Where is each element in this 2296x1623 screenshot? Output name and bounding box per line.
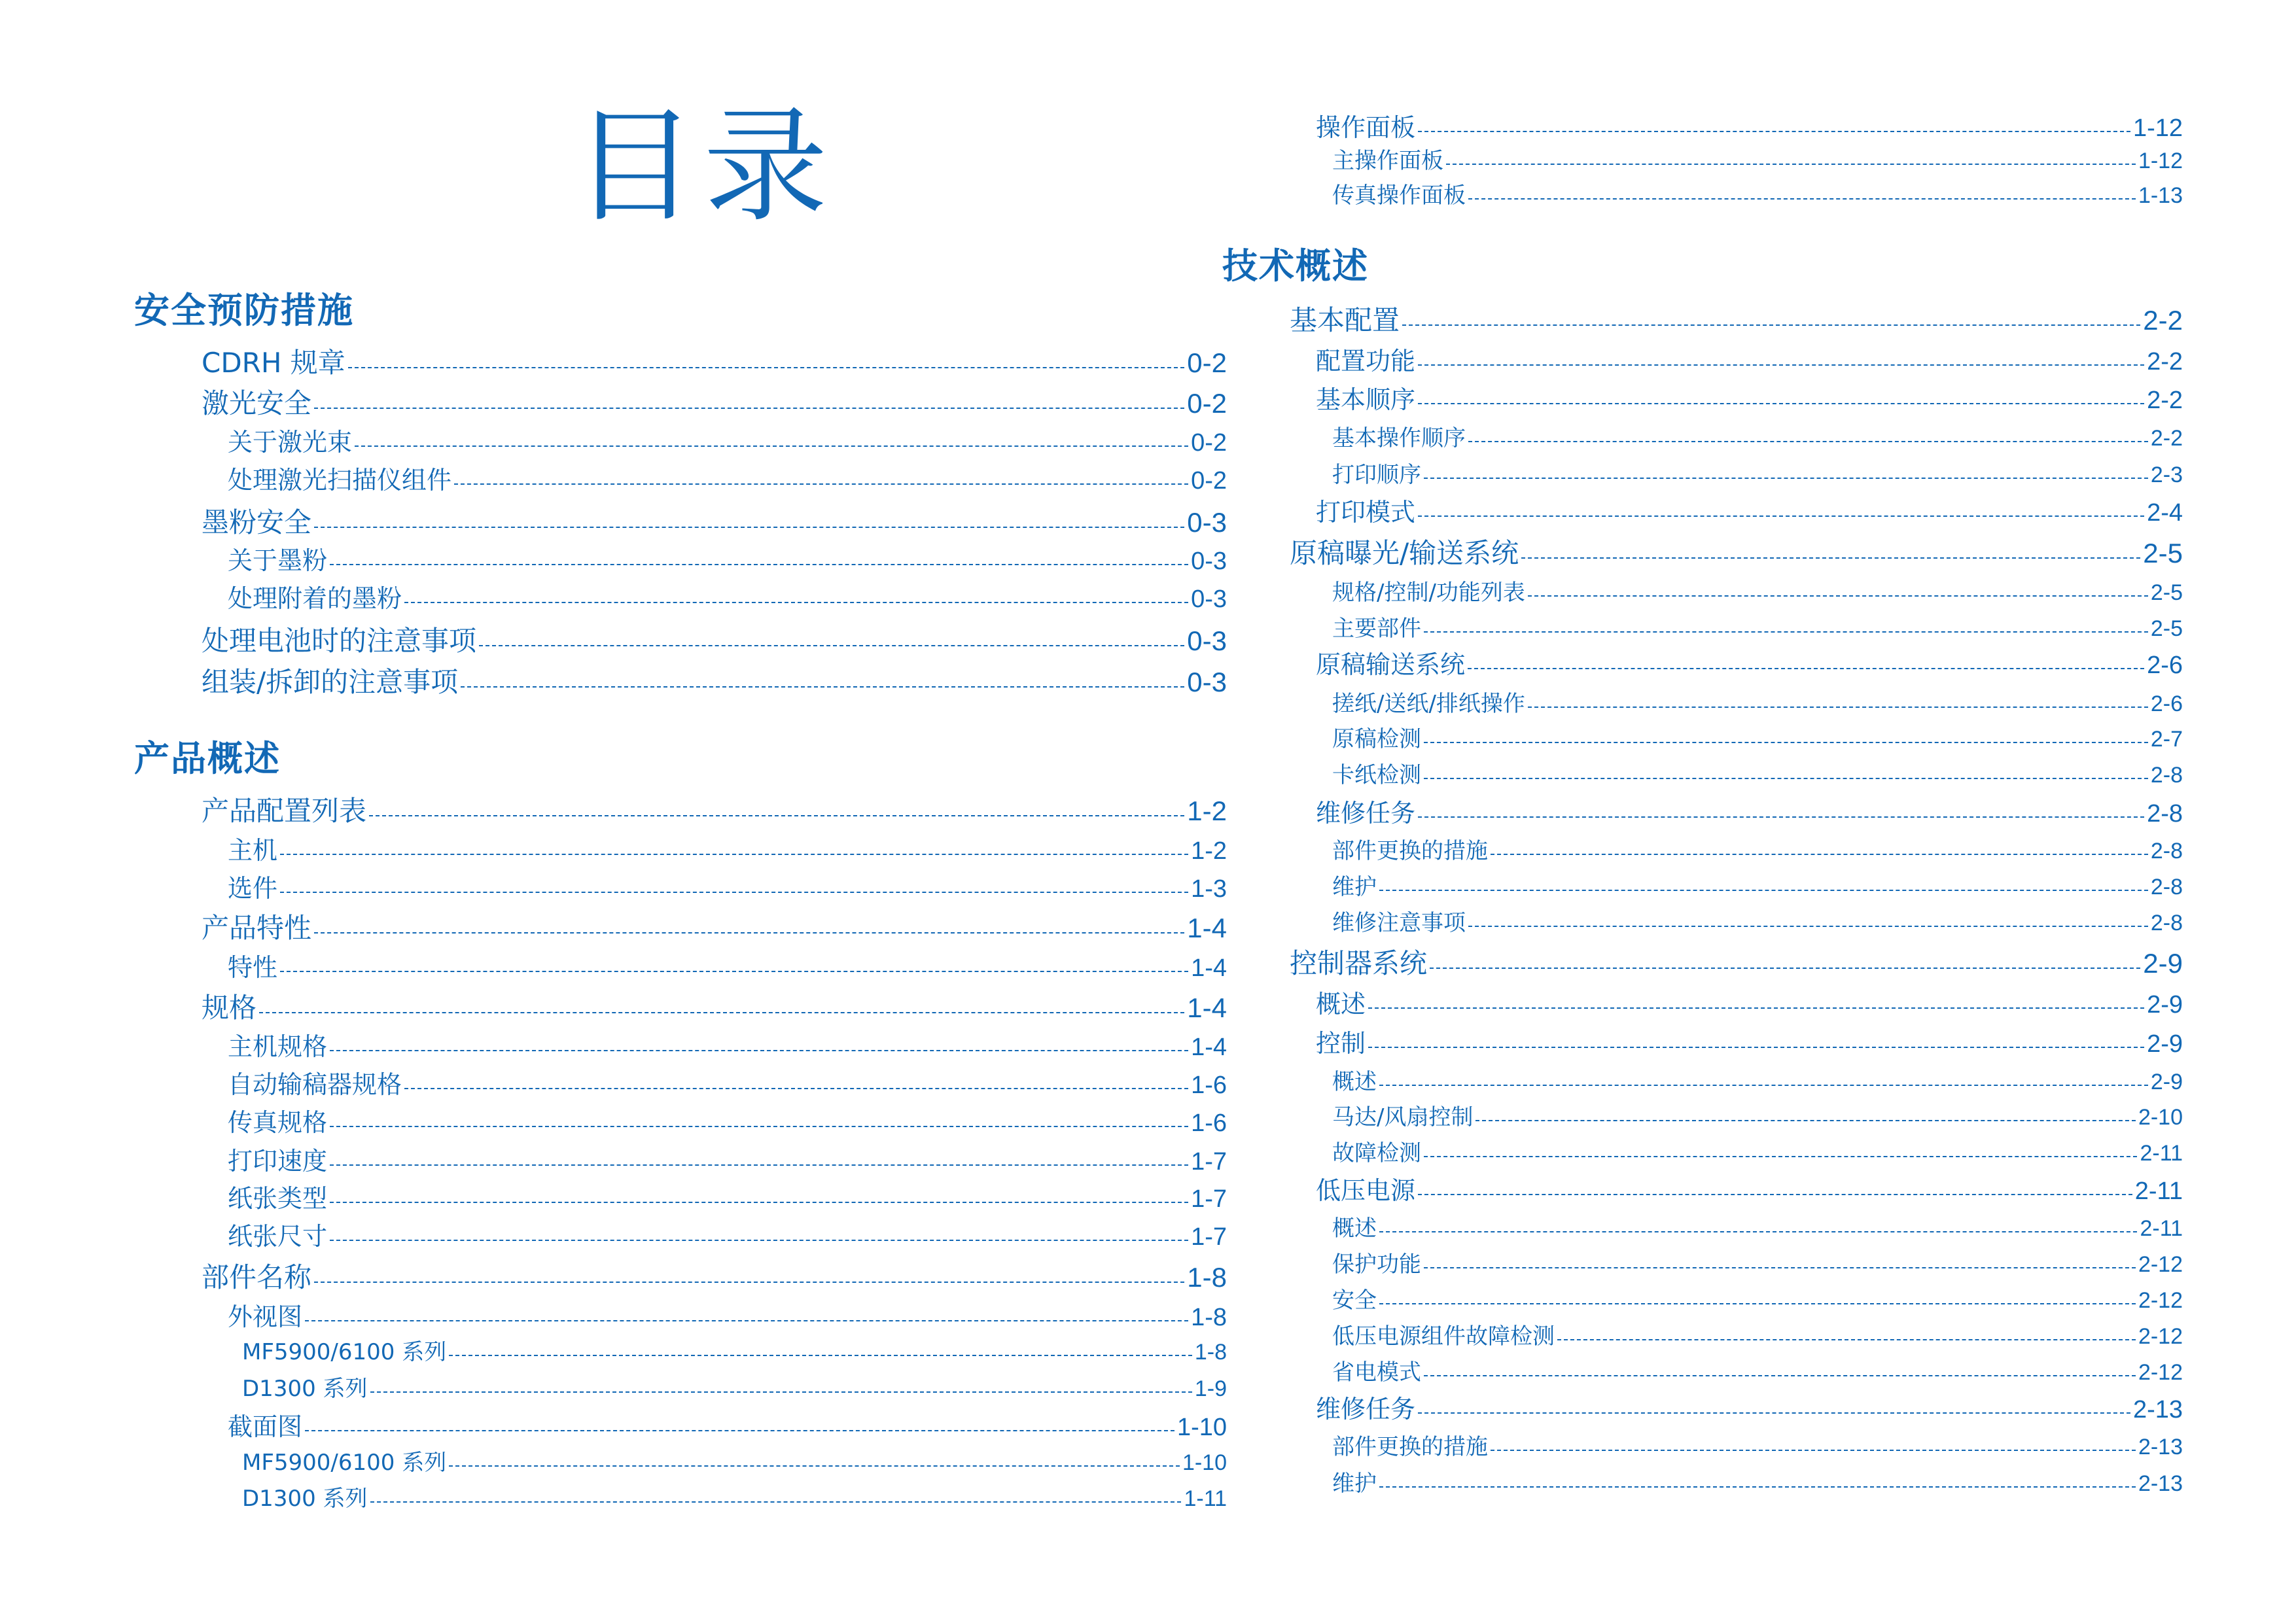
toc-dot-leader xyxy=(1446,150,2136,168)
toc-dot-leader xyxy=(330,1187,1188,1207)
toc-entry-label: MF5900/6100 系列 xyxy=(242,1450,447,1476)
toc-dot-leader xyxy=(370,1378,1192,1396)
toc-dot-leader xyxy=(1491,841,2148,858)
toc-entry-label: 部件更换的措施 xyxy=(1332,838,1488,864)
toc-entry[interactable] xyxy=(1332,581,2183,605)
toc-dot-leader xyxy=(1418,389,2144,408)
toc-entry-label: 卡纸检测 xyxy=(1332,762,1421,788)
toc-entry-page: 1-7 xyxy=(1191,1185,1227,1213)
toc-entry[interactable] xyxy=(1332,875,2183,899)
toc-entry-page: 2-12 xyxy=(2138,1324,2183,1349)
toc-entry-page: 1-8 xyxy=(1194,1340,1227,1365)
toc-entry-page: 2-5 xyxy=(2150,616,2183,641)
left-column xyxy=(134,0,1227,1623)
right-column xyxy=(1222,0,2184,1623)
toc-entry-page: 2-4 xyxy=(2147,499,2183,527)
toc-entry[interactable] xyxy=(1332,1106,2183,1130)
toc-entry-label: 传真操作面板 xyxy=(1332,183,1466,209)
toc-dot-leader xyxy=(1424,464,2148,482)
toc-entry[interactable] xyxy=(1316,387,2183,415)
toc-dot-leader xyxy=(1379,877,2148,894)
toc-entry-label: 控制器系统 xyxy=(1290,947,1428,979)
toc-entry-page: 2-13 xyxy=(2138,1471,2183,1496)
toc-dot-leader xyxy=(454,469,1188,489)
toc-dot-leader xyxy=(330,1225,1188,1245)
toc-entry-label: 纸张类型 xyxy=(228,1184,328,1213)
toc-dot-leader xyxy=(404,1073,1188,1093)
toc-dot-leader xyxy=(369,798,1184,820)
toc-entry[interactable] xyxy=(1316,652,2183,680)
toc-entry-label: 基本顺序 xyxy=(1316,385,1416,414)
toc-entry-label: 规格 xyxy=(202,992,257,1024)
toc-entry-page: 2-5 xyxy=(2150,580,2183,605)
toc-entry[interactable] xyxy=(228,1034,1227,1062)
toc-entry-label: 维修注意事项 xyxy=(1332,910,1466,936)
toc-dot-leader xyxy=(280,839,1188,859)
toc-dot-leader xyxy=(1491,1437,2136,1454)
toc-entry-label: 部件名称 xyxy=(202,1261,312,1293)
toc-entry-label: MF5900/6100 系列 xyxy=(242,1339,447,1365)
toc-dot-leader xyxy=(1418,1398,2130,1418)
toc-entry-label: 保护功能 xyxy=(1332,1251,1421,1278)
toc-dot-leader xyxy=(1379,1218,2137,1236)
toc-entry-page: 1-2 xyxy=(1187,795,1227,826)
toc-dot-leader xyxy=(1557,1326,2136,1344)
toc-entry-page: 2-10 xyxy=(2138,1105,2183,1130)
toc-entry-label: 传真规格 xyxy=(228,1108,328,1137)
toc-dot-leader xyxy=(449,1452,1180,1470)
toc-entry[interactable] xyxy=(242,1340,1227,1365)
toc-entry-label: 维修任务 xyxy=(1316,1395,1416,1423)
toc-entry-label: 产品特性 xyxy=(202,912,312,944)
toc-entry-label: 马达/风扇控制 xyxy=(1332,1104,1474,1130)
toc-entry-label: 基本配置 xyxy=(1290,304,1400,336)
toc-dot-leader xyxy=(1418,350,2144,370)
toc-entry[interactable] xyxy=(1332,692,2183,716)
toc-entry-page: 1-10 xyxy=(1176,1414,1227,1441)
toc-entry-label: 组装/拆卸的注意事项 xyxy=(202,666,459,698)
toc-dot-leader xyxy=(449,1342,1192,1359)
toc-entry-page: 1-7 xyxy=(1191,1223,1227,1251)
toc-entry[interactable] xyxy=(1290,538,2183,568)
toc-entry-page: 1-10 xyxy=(1182,1450,1227,1475)
toc-entry-label: 概述 xyxy=(1332,1069,1377,1095)
toc-dot-leader xyxy=(1528,582,2148,600)
toc-entry[interactable] xyxy=(242,1451,1227,1475)
toc-dot-leader xyxy=(1430,951,2140,973)
toc-entry-label: CDRH 规章 xyxy=(202,347,345,379)
toc-entry[interactable] xyxy=(1332,427,2183,451)
toc-dot-leader xyxy=(479,628,1184,650)
toc-entry-label: 处理激光扫描仪组件 xyxy=(228,466,452,495)
toc-entry-page: 1-4 xyxy=(1191,954,1227,982)
toc-entry[interactable] xyxy=(228,467,1227,495)
toc-entry[interactable] xyxy=(202,993,1227,1023)
toc-entry[interactable] xyxy=(242,1487,1227,1511)
toc-entry-page: 1-12 xyxy=(2138,148,2183,173)
toc-dot-leader xyxy=(314,915,1184,937)
toc-entry[interactable] xyxy=(1316,499,2183,527)
toc-entry[interactable] xyxy=(1332,149,2183,173)
toc-entry-page: 2-7 xyxy=(2150,727,2183,752)
toc-entry[interactable] xyxy=(1316,1178,2183,1206)
toc-entry-page: 1-9 xyxy=(1194,1376,1227,1401)
toc-entry-page: 2-8 xyxy=(2150,763,2183,788)
toc-entry[interactable] xyxy=(1316,800,2183,828)
toc-dot-leader xyxy=(1424,1362,2136,1380)
toc-entry-page: 2-12 xyxy=(2138,1252,2183,1277)
toc-entry-label: 概述 xyxy=(1316,990,1366,1019)
toc-dot-leader xyxy=(1368,1032,2144,1052)
toc-entry-page: 2-8 xyxy=(2150,875,2183,899)
toc-entry-page: 0-3 xyxy=(1187,625,1227,656)
toc-entry-label: 截面图 xyxy=(228,1412,303,1441)
toc-entry-page: 0-2 xyxy=(1187,388,1227,419)
toc-entry[interactable] xyxy=(228,1414,1227,1442)
toc-dot-leader xyxy=(370,1488,1182,1506)
toc-entry-page: 1-4 xyxy=(1191,1034,1227,1061)
toc-entry-page: 2-9 xyxy=(2147,991,2183,1019)
toc-entry-page: 0-2 xyxy=(1187,347,1227,378)
toc-entry-page: 2-12 xyxy=(2138,1288,2183,1313)
toc-entry-page: 2-9 xyxy=(2147,1030,2183,1058)
toc-entry[interactable] xyxy=(1332,184,2183,208)
toc-entry-label: 概述 xyxy=(1332,1215,1377,1242)
toc-entry-label: 故障检测 xyxy=(1332,1140,1421,1166)
toc-entry-label: 打印速度 xyxy=(228,1147,328,1176)
toc-entry-page: 1-6 xyxy=(1191,1109,1227,1137)
toc-entry[interactable] xyxy=(202,667,1227,697)
toc-entry-label: 自动输稿器规格 xyxy=(228,1070,402,1099)
toc-dot-leader xyxy=(1424,1143,2137,1161)
toc-dot-leader xyxy=(1468,913,2148,930)
toc-entry-label: 打印顺序 xyxy=(1332,462,1421,488)
toc-entry-page: 1-13 xyxy=(2138,183,2183,208)
toc-entry[interactable] xyxy=(1332,1435,2183,1459)
toc-entry-page: 1-2 xyxy=(1191,837,1227,865)
toc-dot-leader xyxy=(259,995,1184,1017)
toc-entry-page: 1-6 xyxy=(1191,1072,1227,1099)
toc-entry-page: 2-9 xyxy=(2143,948,2183,979)
page-title: 目录 xyxy=(572,94,835,239)
toc-entry-label: 维修任务 xyxy=(1316,799,1416,828)
toc-dot-leader xyxy=(1379,1072,2148,1089)
toc-entry[interactable] xyxy=(202,913,1227,943)
toc-entry[interactable] xyxy=(1290,949,2183,979)
toc-dot-leader xyxy=(1402,307,2140,330)
toc-entry-label: 纸张尺寸 xyxy=(228,1222,328,1251)
toc-entry-page: 2-13 xyxy=(2138,1435,2183,1459)
toc-dot-leader xyxy=(314,391,1184,413)
toc-entry[interactable] xyxy=(202,508,1227,538)
toc-entry-page: 2-6 xyxy=(2147,652,2183,679)
toc-entry[interactable] xyxy=(202,626,1227,656)
toc-entry-page: 2-5 xyxy=(2143,538,2183,568)
toc-entry-label: 处理电池时的注意事项 xyxy=(202,625,477,657)
toc-entry[interactable] xyxy=(202,1263,1227,1293)
toc-entry[interactable] xyxy=(1332,1142,2183,1166)
section-heading-tech: 技术概述 xyxy=(1222,245,1369,287)
toc-entry-label: 省电模式 xyxy=(1332,1359,1421,1386)
toc-entry-label: 主机规格 xyxy=(228,1032,328,1061)
toc-dot-leader xyxy=(404,587,1188,607)
toc-entry-page: 2-8 xyxy=(2150,911,2183,935)
toc-entry-label: 规格/控制/功能列表 xyxy=(1332,580,1525,606)
toc-dot-leader xyxy=(280,956,1188,976)
toc-entry-label: 选件 xyxy=(228,874,278,903)
toc-entry-page: 0-3 xyxy=(1187,507,1227,538)
toc-entry-label: D1300 系列 xyxy=(242,1486,368,1512)
toc-entry[interactable] xyxy=(242,1377,1227,1401)
toc-entry[interactable] xyxy=(228,585,1227,614)
toc-dot-leader xyxy=(1468,185,2136,203)
toc-entry-page: 1-11 xyxy=(1184,1486,1227,1511)
toc-entry-page: 2-8 xyxy=(2147,800,2183,828)
toc-entry-page: 2-6 xyxy=(2150,691,2183,716)
toc-entry-page: 2-9 xyxy=(2150,1070,2183,1094)
toc-entry[interactable] xyxy=(1316,114,2183,143)
toc-entry[interactable] xyxy=(228,875,1227,903)
toc-entry[interactable] xyxy=(1332,1217,2183,1241)
toc-entry-label: 主机 xyxy=(228,836,278,865)
toc-entry-page: 2-13 xyxy=(2132,1396,2183,1423)
toc-entry-page: 2-11 xyxy=(2140,1216,2183,1241)
toc-dot-leader xyxy=(330,1036,1188,1055)
toc-entry[interactable] xyxy=(228,548,1227,576)
toc-dot-leader xyxy=(1424,1254,2136,1272)
toc-entry[interactable] xyxy=(1332,763,2183,788)
toc-entry-page: 1-7 xyxy=(1191,1148,1227,1176)
toc-entry[interactable] xyxy=(228,1109,1227,1138)
toc-dot-leader xyxy=(461,669,1184,691)
toc-entry[interactable] xyxy=(1316,1030,2183,1058)
toc-entry[interactable] xyxy=(202,389,1227,419)
toc-entry-page: 0-2 xyxy=(1191,429,1227,457)
toc-entry-label: 特性 xyxy=(228,953,278,982)
toc-dot-leader xyxy=(330,550,1188,569)
toc-entry-page: 2-11 xyxy=(2140,1141,2183,1166)
toc-dot-leader xyxy=(1418,116,2130,136)
toc-entry-page: 0-3 xyxy=(1187,667,1227,697)
toc-entry-label: 维护 xyxy=(1332,874,1377,900)
toc-entry-label: 搓纸/送纸/排纸操作 xyxy=(1332,691,1525,717)
toc-entry-label: D1300 系列 xyxy=(242,1376,368,1402)
toc-entry[interactable] xyxy=(1290,305,2183,336)
toc-dot-leader xyxy=(1468,654,2144,673)
toc-entry[interactable] xyxy=(228,1185,1227,1213)
toc-entry-page: 2-2 xyxy=(2147,387,2183,414)
toc-entry-label: 打印模式 xyxy=(1316,498,1416,527)
toc-entry[interactable] xyxy=(228,1072,1227,1100)
toc-entry[interactable] xyxy=(228,1223,1227,1251)
toc-entry-label: 操作面板 xyxy=(1316,113,1416,142)
section-heading-product: 产品概述 xyxy=(134,738,281,779)
toc-dot-leader xyxy=(1521,540,2140,563)
toc-dot-leader xyxy=(280,877,1188,897)
toc-entry-label: 配置功能 xyxy=(1316,347,1416,375)
toc-entry[interactable] xyxy=(228,429,1227,457)
toc-entry-page: 2-11 xyxy=(2134,1178,2183,1205)
toc-dot-leader xyxy=(330,1111,1188,1131)
toc-dot-leader xyxy=(1424,618,2148,636)
toc-entry[interactable] xyxy=(1332,1361,2183,1385)
toc-dot-leader xyxy=(1424,765,2148,782)
toc-entry-page: 1-4 xyxy=(1187,913,1227,943)
toc-entry-label: 主要部件 xyxy=(1332,616,1421,642)
section-heading-safety: 安全预防措施 xyxy=(134,290,354,331)
toc-entry[interactable] xyxy=(228,954,1227,983)
toc-entry-page: 0-2 xyxy=(1191,467,1227,495)
toc-dot-leader xyxy=(348,350,1185,372)
toc-dot-leader xyxy=(1468,428,2148,445)
toc-entry[interactable] xyxy=(228,1148,1227,1176)
toc-entry-label: 产品配置列表 xyxy=(202,795,367,827)
toc-entry-page: 2-2 xyxy=(2143,305,2183,336)
toc-entry[interactable] xyxy=(228,1304,1227,1332)
toc-dot-leader xyxy=(330,1150,1188,1170)
toc-entry[interactable] xyxy=(1332,911,2183,935)
toc-entry-label: 安全 xyxy=(1332,1287,1377,1314)
toc-entry[interactable] xyxy=(1332,1289,2183,1313)
toc-entry[interactable] xyxy=(1332,1070,2183,1094)
toc-entry-page: 1-8 xyxy=(1187,1262,1227,1293)
toc-entry[interactable] xyxy=(1332,617,2183,641)
toc-entry-label: 原稿输送系统 xyxy=(1316,650,1466,679)
toc-entry[interactable] xyxy=(202,796,1227,826)
toc-entry-label: 激光安全 xyxy=(202,387,312,419)
toc-dot-leader xyxy=(1379,1473,2136,1491)
toc-entry-page: 2-2 xyxy=(2150,426,2183,451)
toc-entry-label: 墨粉安全 xyxy=(202,506,312,538)
toc-entry[interactable] xyxy=(1316,991,2183,1019)
toc-entry[interactable] xyxy=(1332,463,2183,487)
toc-entry-label: 低压电源 xyxy=(1316,1176,1416,1205)
toc-entry[interactable] xyxy=(1316,348,2183,376)
toc-entry[interactable] xyxy=(1332,727,2183,752)
toc-entry-page: 2-3 xyxy=(2150,462,2183,487)
toc-entry-label: 外视图 xyxy=(228,1302,303,1331)
toc-entry-page: 2-8 xyxy=(2150,839,2183,864)
toc-dot-leader xyxy=(314,1265,1184,1287)
toc-entry-label: 原稿检测 xyxy=(1332,726,1421,752)
toc-entry[interactable] xyxy=(228,837,1227,865)
toc-dot-leader xyxy=(1424,729,2148,746)
toc-dot-leader xyxy=(1368,993,2144,1013)
toc-entry-label: 原稿曝光/输送系统 xyxy=(1290,537,1519,569)
toc-entry-label: 部件更换的措施 xyxy=(1332,1434,1488,1460)
toc-dot-leader xyxy=(1475,1107,2135,1125)
toc-dot-leader xyxy=(1418,1179,2132,1199)
toc-dot-leader xyxy=(1418,501,2144,521)
toc-entry-label: 主操作面板 xyxy=(1332,148,1443,174)
toc-entry[interactable] xyxy=(1332,1472,2183,1496)
toc-dot-leader xyxy=(1528,693,2148,711)
toc-entry[interactable] xyxy=(1332,839,2183,864)
toc-entry-page: 1-4 xyxy=(1187,992,1227,1023)
toc-entry-page: 2-2 xyxy=(2147,348,2183,375)
toc-entry-page: 0-3 xyxy=(1191,548,1227,575)
toc-entry-label: 维护 xyxy=(1332,1471,1377,1497)
toc-entry-label: 关于激光束 xyxy=(228,428,353,457)
toc-dot-leader xyxy=(1418,802,2144,822)
toc-entry[interactable] xyxy=(202,348,1227,378)
toc-dot-leader xyxy=(355,431,1188,451)
toc-entry-page: 1-12 xyxy=(2132,114,2183,142)
toc-entry-label: 处理附着的墨粉 xyxy=(228,584,402,613)
toc-dot-leader xyxy=(1379,1290,2136,1308)
toc-entry-label: 低压电源组件故障检测 xyxy=(1332,1323,1555,1350)
toc-entry-label: 关于墨粉 xyxy=(228,546,328,575)
toc-entry[interactable] xyxy=(1332,1253,2183,1277)
toc-dot-leader xyxy=(305,1306,1188,1325)
toc-entry-page: 0-3 xyxy=(1191,585,1227,613)
toc-entry-page: 2-12 xyxy=(2138,1360,2183,1385)
toc-entry-label: 基本操作顺序 xyxy=(1332,425,1466,451)
toc-entry[interactable] xyxy=(1332,1325,2183,1349)
toc-dot-leader xyxy=(314,510,1184,532)
toc-entry-page: 1-3 xyxy=(1191,875,1227,903)
toc-entry[interactable] xyxy=(1316,1396,2183,1424)
toc-entry-label: 控制 xyxy=(1316,1029,1366,1058)
toc-entry-page: 1-8 xyxy=(1191,1304,1227,1331)
toc-dot-leader xyxy=(305,1416,1174,1435)
